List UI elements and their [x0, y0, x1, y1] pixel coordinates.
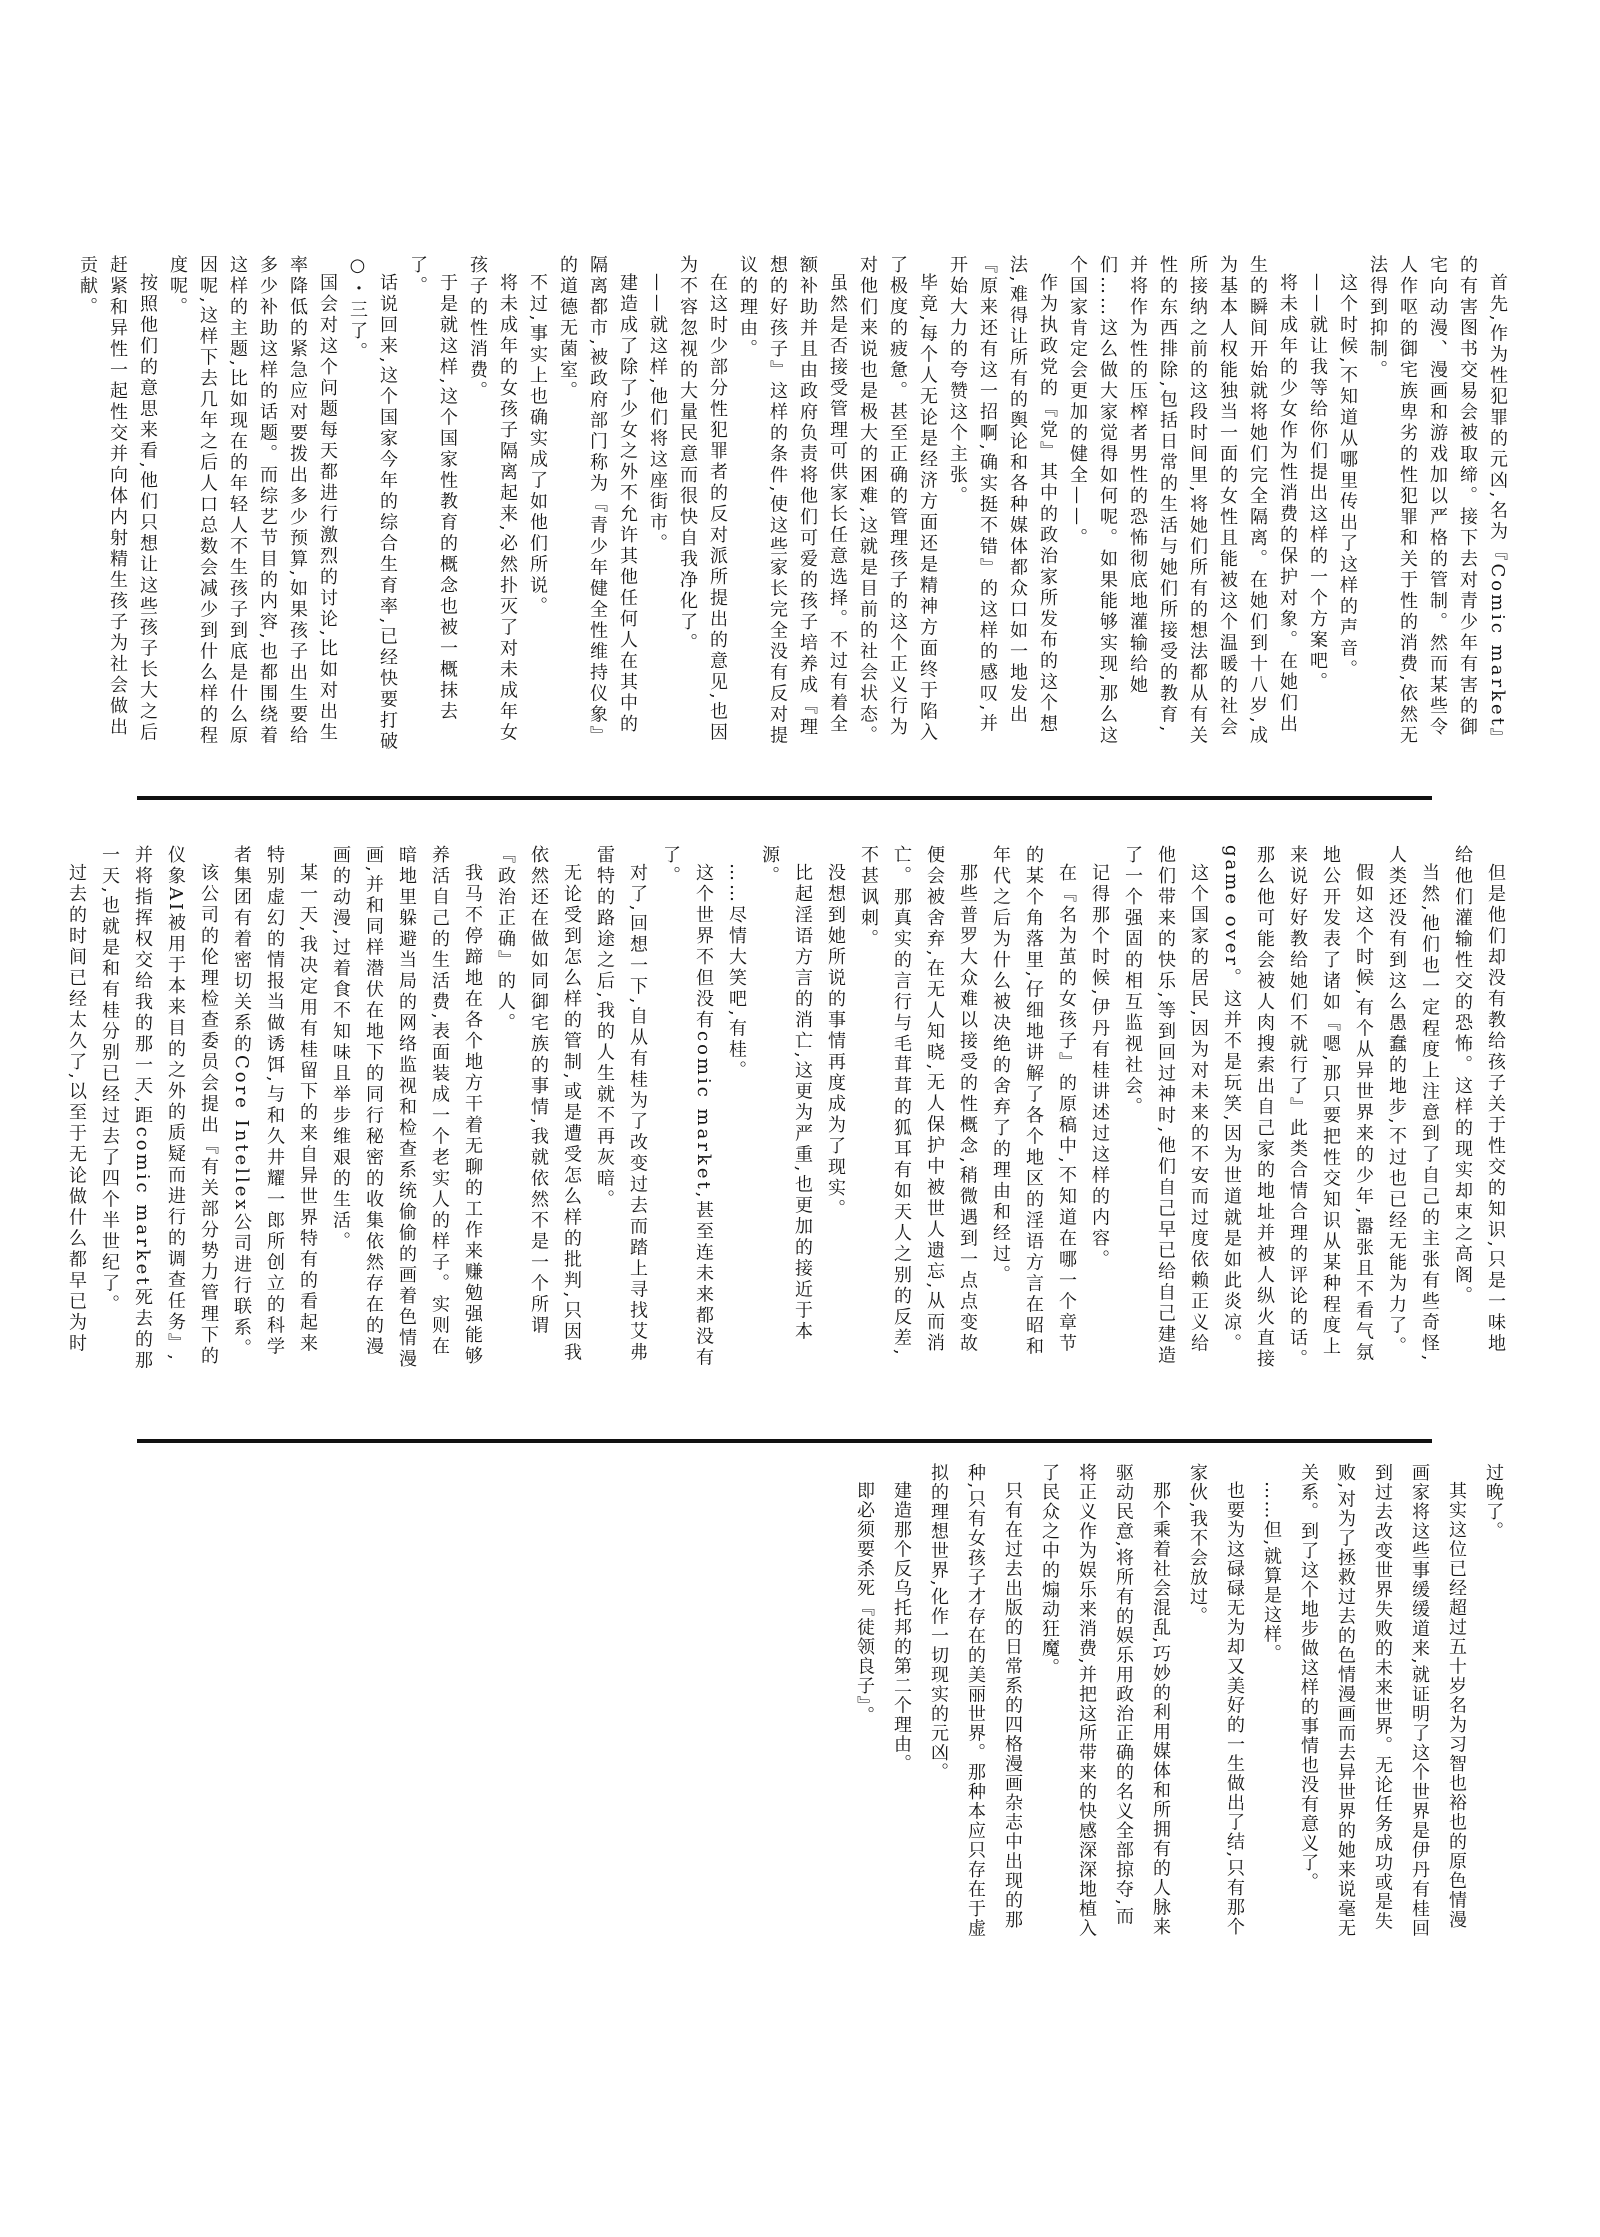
text-section-2: [60, 845, 1512, 1375]
paragraph: 但是他们却没有教给孩子关于性交的知识,只是一味地给他们灌输性交的恐怖。这样的现实却束之高阁。: [1452, 845, 1506, 1355]
paragraph: 过去的时间已经太久了,以至于无论做什么都早已为时: [66, 863, 87, 1355]
paragraph: 那些普罗大众难以接受的性概念,稍微遇到一点点变故便会被舍弃,在无人知晓,无人保护中被世人遗忘,从而消亡。那真实的言行与毛茸茸的狐耳有如天人之别的反差,不甚讽刺。: [858, 845, 978, 1358]
paragraph: 建造那个反乌托邦的第二个理由。: [891, 1481, 912, 1774]
paragraph: ——就这样,他们将这座街市。: [647, 273, 668, 555]
paragraph: 对了,回想一下,自从有桂为了改变过去而踏上寻找艾弗雷特的路途之后,我的人生就不再灰暗。: [594, 845, 648, 1364]
paragraph: 无论受到怎么样的管制,或是遭受怎么样的批判,只因我依然还在做如同御宅族的事情,我就依然不是一个所谓『政治正确』的人。: [495, 845, 582, 1364]
paragraph: 在这时少部分性犯罪者的反对派所提出的意见,也因为不容忽视的大量民意而很快自我净化了。: [677, 255, 728, 744]
paragraph: 即必须要杀死『徒领良子』。: [854, 1481, 875, 1726]
paragraph: 该公司的伦理检查委员会提出『有关部分势力管理下的仪象AI被用于本来目的之外的质疑而进行的调查任务』,并将指挥权交给我的那一天,距comic market死去的那一天,也就是和有桂分别已经过去了四个半世纪了。: [99, 845, 219, 1372]
paragraph: 只有在过去出版的日常系的四格漫画杂志中出现的那种,只有女孩子才存在的美丽世界。那种本应只存在于虚拟的理想世界,化作一切现实的元凶。: [928, 1463, 1023, 1939]
paragraph: 将未成年的女孩子隔离起来,必然扑灭了对未成年女孩子的性消费。: [467, 255, 518, 744]
paragraph: 这个世界不但没有comic market,甚至连未来都没有了。: [660, 845, 714, 1369]
paragraph: 这个国家的居民,因为对未来的不安而过度依赖正义给他们带来的快乐,等到回过神时,他们自己早已给自己建造了一个强固的相互监视社会。: [1122, 845, 1209, 1367]
paragraph: 这个时候,不知道从哪里传出了这样的声音。: [1337, 273, 1358, 681]
paragraph: 那个乘着社会混乱,巧妙的利用媒体和所拥有的人脉来驱动民意,将所有的娱乐用政治正确的名义全部掠夺,而将正义作为娱乐来消费,并把这所带来的快感深深地植入了民众之中的煽动狂魔。: [1039, 1463, 1171, 1939]
paragraph: 按照他们的意思来看,他们只想让这些孩子长大之后赶紧和异性一起性交并向体内射精生孩子为社会做出贡献。: [77, 255, 158, 744]
paragraph: ——就让我等给你们提出这样的一个方案吧。: [1307, 273, 1328, 693]
paragraph: 我马不停蹄地在各个地方干着无聊的工作来赚勉强能够养活自己的生活费,表面装成一个老实人的样子。实则在暗地里躲避当局的网络监视和检查系统偷偷的画着色情漫画,并和同样潜伏在地下的同行秘密的收集依然存在的漫画的动漫,过着食不知味且举步维艰的生活。: [330, 845, 483, 1370]
text-section-1: [60, 255, 1512, 755]
paragraph: 话说回来,这个国家今年的综合生育率,已经快要打破○・三了。: [347, 255, 398, 753]
paragraph: 将未成年的少女作为性消费的保护对象。在她们出生的瞬间开始就将她们完全隔离。在她们到十八岁,成为基本人权能独当一面的女性且能被这个温暖的社会所接纳之前的这段时间里,将她们所有的想法都从有关性的东西排除,包括日常的生活与她们所接受的教育,并将作为性的压榨者男性的恐怖彻底地灌输给她们……这么做大家觉得如何呢。如果能够实现,那么这个国家肯定会更加的健全——。: [1067, 255, 1298, 747]
paragraph: 也要为这碌碌无为却又美好的一生做出了结,只有那个家伙,我不会放过。: [1187, 1463, 1245, 1937]
paragraph: 毕竟,每个人无论是经济方面还是精神方面终于陷入了极度的疲惫。甚至正确的管理孩子的这个正义行为对他们来说也是极大的困难,这就是目前的社会状态。: [857, 255, 938, 747]
paragraph: ……尽情大笑吧,有桂。: [726, 863, 747, 1082]
paragraph: 首先,作为性犯罪的元凶,名为『Comic market』的有害图书交易会被取缔。接下去对青少年有害的御宅向动漫、漫画和游戏加以严格的管制。然而某些令人作呕的御宅族卑劣的性犯罪和关于性的消费,依然无法得到抑制。: [1367, 255, 1508, 749]
paragraph: 记得那个时候,伊丹有桂讲述过这样的内容。: [1089, 863, 1110, 1271]
paragraph: 建造成了除了少女之外不允许其他任何人在其中的隔离都市,被政府部门称为『青少年健全性维持仪象』的道德无菌室。: [557, 255, 638, 747]
paragraph: 虽然是否接受管理可供家长任意选择。不过有着全额补助并且由政府负责将他们可爱的孩子培养成『理想的好孩子』这样的条件,使这些家长完全没有反对提议的理由。: [737, 255, 848, 747]
paragraph: 当然,他们也一定程度上注意到了自己的主张有些奇怪,人类还没有到这么愚蠢的地步,不过也已经无能为力了。: [1386, 845, 1440, 1364]
paragraph: 没想到她所说的事情再度成为了现实。: [825, 863, 846, 1220]
paragraph: 某一天,我决定用有桂留下的来自异世界特有的看起来特别虚幻的情报当做诱饵,与和久井耀一郎所创立的科学者集团有着密切关系的Core Intellex公司进行联系。: [231, 845, 318, 1360]
text-section-3: [60, 1463, 1512, 1945]
section-divider-2: [137, 1439, 1432, 1443]
paragraph: 于是就这样,这个国家性教育的概念也被一概抹去了。: [407, 255, 458, 723]
paragraph: 在『名为茧的女孩子』的原稿中,不知道在哪一个章节的某个角落里,仔细地讲解了各个地区的淫语方言在昭和年代之后为什么被决绝的舍弃了的理由和经过。: [990, 845, 1077, 1358]
paragraph: ……但,就算是这样。: [1261, 1481, 1282, 1664]
paragraph: 比起淫语方言的消亡,这更为严重,也更加的接近于本源。: [759, 845, 813, 1343]
paragraph: 过晚了。: [1483, 1463, 1504, 1541]
paragraph: 假如这个时候,有个从异世界来的少年,嚣张且不看气氛地公开发表了诸如『嗯,那只要把性交知识从某种程度上来说好好教给她们不就行了』此类合情合理的评论的话。那么他可能会被人肉搜索出自己家的地址并被人纵火直接game over。这并不是玩笑,因为世道就是如此炎凉。: [1221, 845, 1374, 1370]
section-divider-1: [137, 796, 1432, 800]
paragraph: 其实这位已经超过五十岁名为习智也裕也的原色情漫画家将这些事缓缓道来,就证明了这个世界是伊丹有桂回到过去改变世界失败的未来世界。无论任务成功或是失败,对为了拯救过去的色情漫画而去异世界的她来说毫无关系。到了这个地步做这样的事情也没有意义了。: [1298, 1463, 1467, 1939]
paragraph: 不过,事实上也确实成了如他们所说。: [527, 273, 548, 618]
paragraph: 国会对这个问题每天都进行激烈的讨论,比如对出生率降低的紧急应对要拨出多少预算,如果孩子出生要给多少补助这样的话题。而综艺节目的内容,也都围绕着这样的主题,比如现在的年轻人不生孩子到底是什么原因呢,这样下去几年之后人口总数会减少到什么样的程度呢。: [167, 255, 338, 747]
paragraph: 作为执政党的『党』其中的政治家所发布的这个想法,难得让所有的舆论和各种媒体都众口如一地发出『原来还有这一招啊,确实挺不错』的这样的感叹,并开始大力的夸赞这个主张。: [947, 255, 1058, 735]
